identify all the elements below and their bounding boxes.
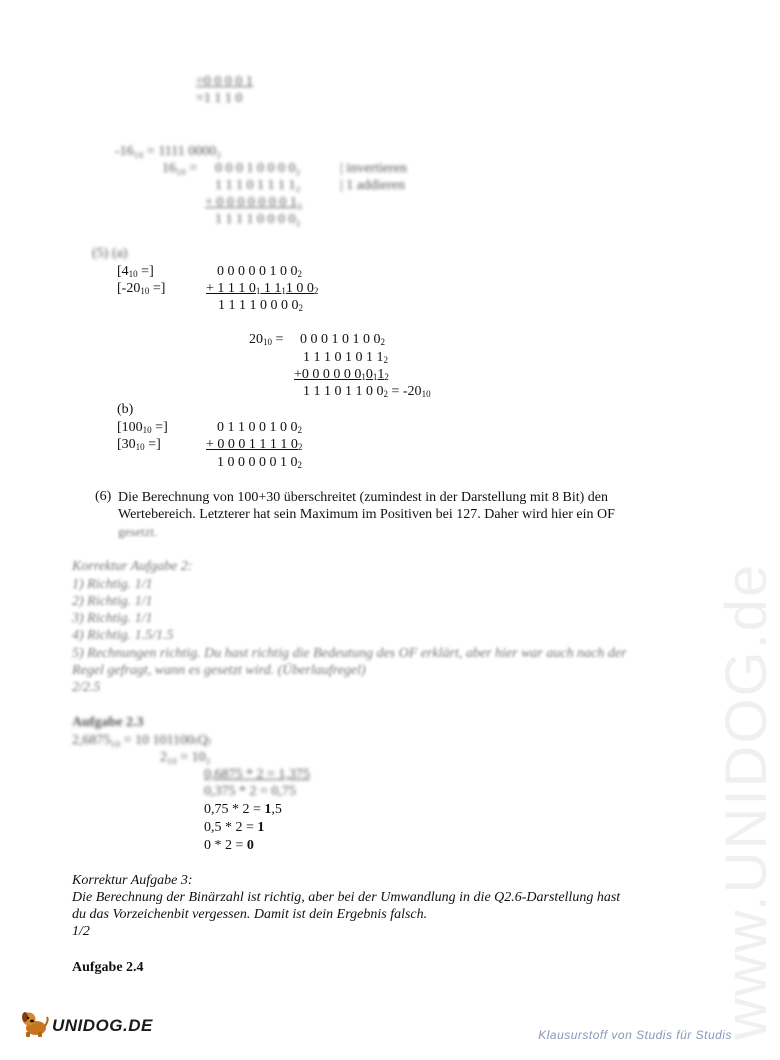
task5b-label: (b) <box>117 402 134 417</box>
aufgabe23-line-2: 2₁₀ = 10₂ <box>160 750 211 765</box>
logo-text: UNIDOG.DE <box>52 1015 153 1035</box>
neg16-note-invert: | invertieren <box>340 161 407 176</box>
twenty-bits-2: 1 1 1 0 1 0 1 $1_2$ <box>303 350 388 365</box>
korrektur2-item-2: 2) Richtig. 1/1 <box>72 594 153 609</box>
korrektur2-score: 2/2.5 <box>72 680 101 695</box>
task5a-row1-bits: 0 0 0 0 0 1 0 $0_2$ <box>217 264 302 279</box>
aufgabe24-title: Aufgabe 2.4 <box>72 960 144 975</box>
korrektur3-score: 1/2 <box>72 924 90 939</box>
aufgabe23-line-3: 0,6875 * 2 = 1,375 <box>204 767 310 782</box>
task5b-row1-label: [$100_{10}$ =] <box>117 420 168 435</box>
task6-number: (6) <box>95 489 112 504</box>
aufgabe23-line-4: 0,375 * 2 = 0,75 <box>204 784 296 799</box>
footer-tagline: Klausurstoff von Studis für Studis <box>538 1028 732 1042</box>
task5b-row1-bits: 0 1 1 0 0 1 0 $0_2$ <box>217 420 302 435</box>
neg16-line-4-bits: + 0 0 0 0 0 0 0 1₂ <box>205 195 302 210</box>
task5b-row2-bits: + 0 0 0 1 1 1 1 $0_2$ <box>206 437 303 452</box>
korrektur2-item-1: 1) Richtig. 1/1 <box>72 577 153 592</box>
dog-icon <box>20 1008 50 1043</box>
aufgabe23-line-5: 0,75 * 2 = 1,5 <box>204 802 282 817</box>
korrektur3-title: Korrektur Aufgabe 3: <box>72 873 193 888</box>
korrektur2-item-5b: Regel gefragt, wann es gesetzt wird. (Überlaufregel) <box>72 663 366 678</box>
neg16-line-1: -16₁₀ = 1111 0000₂ <box>115 144 222 159</box>
top-line-2: =1 1 1 0 <box>196 91 243 106</box>
korrektur3-line-2: du das Vorzeichenbit vergessen. Damit ist dein Ergebnis falsch. <box>72 907 428 922</box>
neg16-line-5-bits: 1 1 1 1 0 0 0 0₂ <box>215 212 301 227</box>
unidog-logo <box>20 1008 153 1043</box>
task5a-row1-label: [$4_{10}$ =] <box>117 264 154 279</box>
watermark: www.UNIDOG.de <box>714 562 779 1040</box>
twenty-bits-1: 0 0 0 1 0 1 0 $0_2$ <box>300 332 385 347</box>
task5a-row2-bits: + 1 1 1 $0_1$ 1 $1_11$ 0 $0_2$ <box>206 281 319 296</box>
aufgabe23-title: Aufgabe 2.3 <box>72 715 144 730</box>
twenty-bits-4: 1 1 1 0 1 1 0 $0_2 = -20_{10}$ <box>303 384 431 399</box>
aufgabe23-line-6: 0,5 * 2 = 1 <box>204 820 265 835</box>
korrektur2-title: Korrektur Aufgabe 2: <box>72 559 193 574</box>
neg16-note-add: | 1 addieren <box>340 178 405 193</box>
top-line-1: =0 0 0 0 1 <box>196 74 253 89</box>
twenty-label: $20_{10}$ = <box>249 332 284 347</box>
task5b-row2-label: [$30_{10}$ =] <box>117 437 161 452</box>
aufgabe23-line-7: 0 * 2 = 0 <box>204 838 254 853</box>
neg16-line-2-bits: 0 0 0 1 0 0 0 0₂ <box>215 161 301 176</box>
korrektur2-item-4: 4) Richtig. 1.5/1.5 <box>72 628 174 643</box>
neg16-line-3-bits: 1 1 1 0 1 1 1 1₂ <box>215 178 301 193</box>
twenty-bits-3: +0 0 0 0 0 $0_10_11_2$ <box>294 367 389 382</box>
task5a-row3-bits: 1 1 1 1 0 0 0 $0_2$ <box>218 298 303 313</box>
aufgabe23-line-1: 2,6875₁₀ = 10 101100₍Q₎ <box>72 733 212 748</box>
korrektur3-line-1: Die Berechnung der Binärzahl ist richtig, aber bei der Umwandlung in die Q2.6-Darstellung hast <box>72 890 621 905</box>
task5b-row3-bits: 1 0 0 0 0 0 1 $0_2$ <box>217 455 302 470</box>
task6-cont: gesetzt. <box>118 524 158 539</box>
task6-text: Die Berechnung von 100+30 überschreitet (zumindest in der Darstellung mit 8 Bit) den Wertebereich. Letzterer hat sein Maximum im Positiven bei 127. Daher wird hier ein OF <box>118 490 615 522</box>
task5-label: (5) (a) <box>92 246 128 261</box>
korrektur2-item-5a: 5) Rechnungen richtig. Du hast richtig die Bedeutung des OF erklärt, aber hier war auch nach der <box>72 646 627 661</box>
neg16-line-2-label: 16₁₀ = <box>162 161 198 176</box>
task5a-row2-label: [$-20_{10}$ =] <box>117 281 166 296</box>
korrektur2-item-3: 3) Richtig. 1/1 <box>72 611 153 626</box>
